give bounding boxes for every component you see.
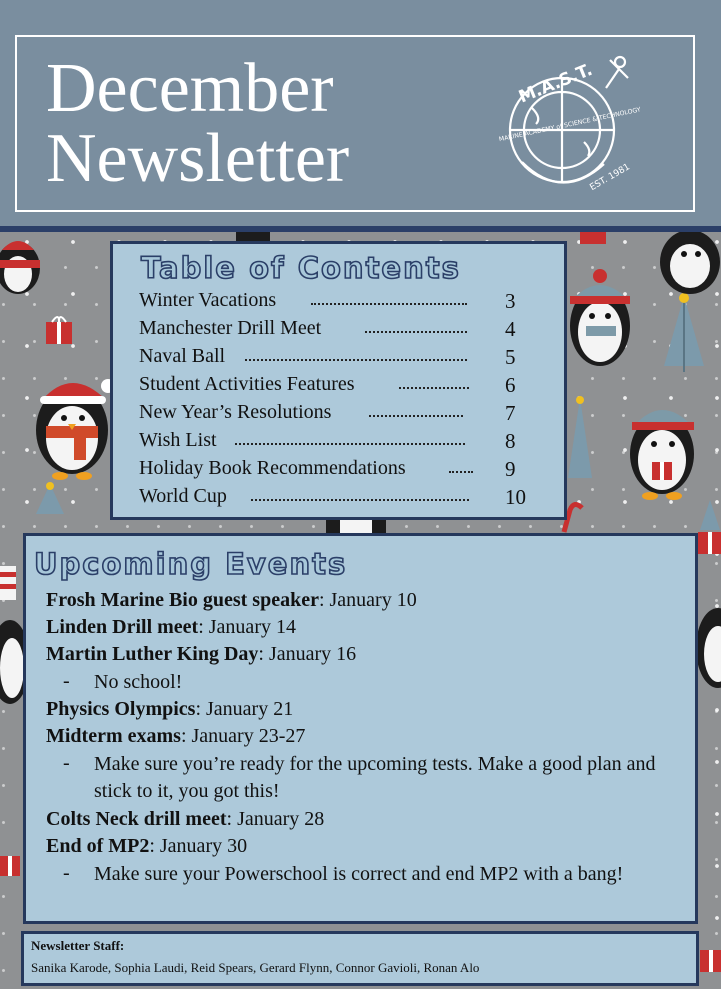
toc-title: Table of Contents (141, 251, 461, 285)
toc-item-label: Student Activities Features (139, 373, 355, 395)
penguin-icon (696, 608, 721, 688)
penguin-icon (570, 269, 630, 366)
toc-item-page: 9 (505, 457, 516, 481)
gift-icon (46, 317, 72, 344)
toc-item-page: 6 (505, 373, 516, 397)
bullet-dash: - (63, 670, 70, 692)
toc-item-label: Holiday Book Recommendations (139, 457, 406, 479)
event-date: : January 10 (318, 589, 417, 611)
event-note: Make sure you’re ready for the upcoming tests. Make a good plan and stick to it, you got this! (94, 753, 656, 803)
events-title: Upcoming Events (34, 547, 348, 581)
event-item (46, 697, 293, 721)
event-item (46, 642, 356, 666)
mast-seal-logo (492, 52, 642, 200)
toc-item[interactable] (139, 457, 529, 485)
gift-icon (698, 532, 721, 554)
toc-leader-dots (251, 499, 469, 501)
event-name: Colts Neck drill meet (46, 808, 227, 830)
event-note: Make sure your Powerschool is correct and end MP2 with a bang! (94, 863, 624, 885)
toc-item-page: 4 (505, 317, 516, 341)
event-name: Midterm exams (46, 725, 181, 747)
penguin-icon (0, 241, 40, 294)
toc-item[interactable] (139, 429, 529, 457)
toc-item-page: 3 (505, 289, 516, 313)
seal-initials: M.A.S.T. (515, 59, 596, 108)
toc-leader-dots (399, 387, 469, 389)
christmas-tree-icon (568, 396, 592, 478)
event-name: Martin Luther King Day (46, 643, 259, 665)
seal-est-text: EST. 1981 (588, 162, 632, 194)
toc-item-page: 8 (505, 429, 516, 453)
toc-item[interactable] (139, 373, 529, 401)
event-name: End of MP2 (46, 835, 150, 857)
toc-item-page: 7 (505, 401, 516, 425)
event-date: : January 23-27 (180, 725, 306, 747)
toc-leader-dots (369, 415, 463, 417)
event-date: : January 28 (226, 808, 325, 830)
event-item (46, 588, 417, 612)
event-date: : January 14 (198, 616, 296, 638)
toc-item-page: 10 (505, 485, 526, 509)
gift-icon (700, 950, 721, 972)
event-name: Linden Drill meet (46, 616, 199, 638)
toc-leader-dots (365, 331, 467, 333)
toc-item[interactable] (139, 401, 529, 429)
christmas-tree-icon (36, 482, 64, 514)
event-name: Physics Olympics (46, 698, 196, 720)
penguin-icon (630, 410, 694, 500)
newsletter-header (0, 0, 721, 228)
title-line-2: Newsletter (46, 120, 350, 197)
staff-title: Newsletter Staff: (31, 938, 125, 953)
toc-item-label: New Year’s Resolutions (139, 401, 332, 423)
toc-item-label: World Cup (139, 485, 227, 507)
toc-item-label: Winter Vacations (139, 289, 277, 311)
candy-cane-icon (0, 566, 16, 600)
toc-item[interactable] (139, 289, 529, 317)
toc-leader-dots (449, 471, 473, 473)
penguin-icon (36, 379, 115, 480)
christmas-tree-icon (700, 500, 720, 530)
toc-item-page: 5 (505, 345, 516, 369)
upcoming-events (23, 533, 698, 924)
event-date: : January 21 (195, 698, 294, 720)
seal-ribbon-text: MARINE ACADEMY of SCIENCE & TECHNOLOGY (498, 106, 642, 144)
staff-names: Sanika Karode, Sophia Laudi, Reid Spears, Gerard Flynn, Connor Gavioli, Ronan Alo (31, 960, 480, 975)
gift-icon (580, 232, 606, 244)
toc-item-label: Wish List (139, 429, 217, 451)
toc-leader-dots (235, 443, 465, 445)
toc-item[interactable] (139, 485, 529, 513)
header-divider (0, 226, 721, 232)
toc-item-label: Naval Ball (139, 345, 226, 367)
toc-item[interactable] (139, 317, 529, 345)
event-item (46, 807, 324, 831)
toc-leader-dots (245, 359, 467, 361)
table-of-contents (110, 241, 567, 520)
christmas-tree-icon (664, 293, 704, 372)
penguin-icon (660, 230, 720, 294)
event-item (46, 724, 305, 748)
title-line-1: December (46, 50, 334, 127)
bullet-dash: - (63, 862, 70, 884)
toc-leader-dots (311, 303, 467, 305)
event-date: : January 30 (149, 835, 248, 857)
gift-icon (0, 856, 20, 876)
event-item (46, 834, 247, 858)
newsletter-staff (21, 931, 699, 986)
event-name: Frosh Marine Bio guest speaker (46, 589, 319, 611)
toc-item[interactable] (139, 345, 529, 373)
event-note: No school! (94, 671, 183, 693)
event-date: : January 16 (258, 643, 357, 665)
event-item (46, 615, 296, 639)
bullet-dash: - (63, 752, 70, 774)
toc-item-label: Manchester Drill Meet (139, 317, 322, 339)
